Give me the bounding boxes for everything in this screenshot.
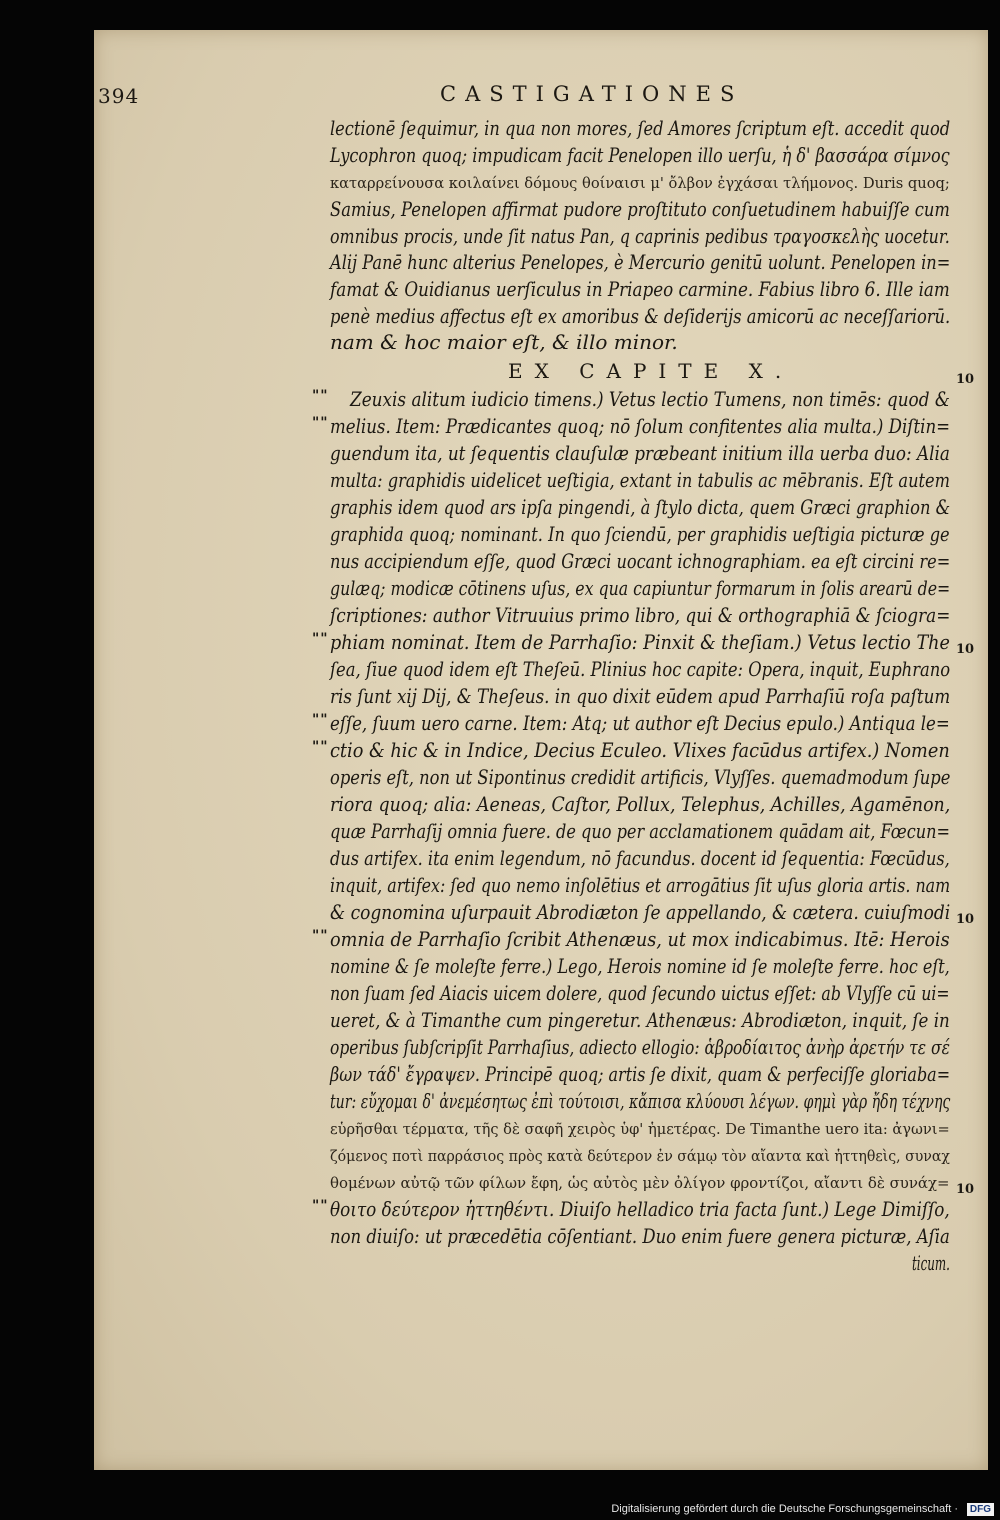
text-line: nus accipiendum eſſe, quod Græci uocant ichnographiam. ea eſt circini re= — [330, 549, 951, 573]
text-line: nam & hoc maior eſt, & illo minor. — [330, 330, 678, 354]
text-line: omnibus procis, unde ſit natus Pan, q caprinis pedibus τραγοσκελὴς uocetur. — [330, 224, 950, 248]
text-line: Zeuxis alitum iudicio timens.) Vetus lectio Tumens, non timēs: quod & — [350, 387, 950, 411]
dfg-logo: DFG — [967, 1503, 994, 1516]
text-line: riora quoq; alia: Aeneas, Caſtor, Pollux, Telephus, Achilles, Agamēnon, — [330, 792, 951, 816]
text-line: famat & Ouidianus uerſiculus in Priapeo carmine. Fabius libro 6. Ille iam — [330, 277, 950, 301]
margin-mark: "" — [312, 928, 329, 944]
text-line: phiam nominat. Item de Parrhaſio: Pinxit & theſiam.) Vetus lectio The — [330, 630, 950, 654]
text-line: καταρρείνουσα κοιλαίνει δόμους θοίναισι μ' ὄλβον ἐγχάσαι τλήμονος. Duris quoq; — [330, 174, 950, 192]
text-line: lectionē ſequimur, in qua non mores, ſed Amores ſcriptum eſt. accedit quod — [330, 116, 951, 140]
text-line: eſſe, ſuum uero carne. Item: Atq; ut author eſt Decius epulo.) Antiqua le= — [330, 711, 950, 735]
text-line: Samius, Penelopen affirmat pudore proſtituto conſuetudinem habuiſſe cum — [330, 197, 950, 221]
page-text — [94, 30, 988, 1470]
text-line: non diuiſo: ut præcedētia cōſentiant. Duo enim fuere genera picturæ, Aſia — [330, 1224, 950, 1248]
text-line: θοιτο δεύτερον ἡττηθέντι. Diuiſo helladico tria facta ſunt.) Lege Dimiſſo, — [330, 1197, 950, 1221]
text-line: tur: εὔχομαι δ' ἀνεμέσητως ἐπὶ τούτοισι, κἄπισα κλύουσι λέγων. φημὶ γὰρ ἤδη τέχνης — [330, 1089, 951, 1113]
text-line: Alij Panē hunc alterius Penelopes, è Mercurio genitū uolunt. Penelopen in= — [330, 250, 951, 274]
running-title: CASTIGATIONES — [440, 82, 744, 106]
text-line: Lycophron quoq; impudicam facit Penelopen illo uerſu, ἡ δ' βασσάρα σίμνος — [330, 143, 950, 167]
text-line: εὑρῆσθαι τέρματα, τῆς δὲ σαφῆ χειρὸς ὑφ' ἡμετέρας. De Timanthe uero ita: ἀγωνι= — [330, 1120, 950, 1138]
text-line: quæ Parrhaſij omnia fuere. de quo per acclamationem quādam ait, Fœcun= — [330, 819, 951, 843]
text-line: nomine & ſe moleſte ferre.) Lego, Herois nomine id ſe moleſte ferre. hoc eſt, — [330, 954, 950, 978]
text-line: ſea, ſiue quod idem eſt Theſeū. Plinius hoc capite: Opera, inquit, Euphrano — [330, 657, 951, 681]
credit-text: Digitalisierung gefördert durch die Deutsche Forschungsgemeinschaft · — [611, 1503, 958, 1515]
text-line: ſcriptiones: author Vitruuius primo libro, qui & orthographiā & ſciogra= — [330, 603, 951, 627]
text-line: ζόμενος ποτὶ παρράσιος πρὸς κατὰ δεύτερον ἐν σάμῳ τὸν αἴαντα καὶ ἡττηθεὶς, συναχ — [330, 1147, 950, 1165]
text-line: omnia de Parrhaſio ſcribit Athenæus, ut mox indicabimus. Itē: Herois — [330, 927, 950, 951]
text-line: operibus ſubſcripſit Parrhaſius, adiecto ellogio: ἁβροδίαιτος ἀνὴρ ἀρετήν τε σέ — [330, 1035, 950, 1059]
margin-line-number: 10 — [956, 1182, 975, 1197]
text-line: gulæq; modicæ cōtinens uſus, ex qua capiuntur formarum in ſolis arearū de= — [330, 576, 951, 600]
text-line: guendum ita, ut ſequentis clauſulæ præbeant initium illa uerba duo: Alia — [330, 441, 950, 465]
margin-line-number: 10 — [956, 642, 975, 657]
margin-mark: "" — [312, 388, 329, 404]
book-page — [94, 30, 988, 1470]
text-line: βων τάδ' ἔγραψεν. Principē quoq; artis ſe dixit, quam & perfeciſſe gloriaba= — [330, 1062, 951, 1086]
text-line: & cognomina uſurpauit Abrodiæton ſe appellando, & cætera. cuiuſmodi — [330, 900, 951, 924]
text-line: ticum. — [912, 1251, 950, 1275]
text-line: inquit, artifex: ſed quo nemo inſolētius et arrogātius ſit uſus gloria artis. nam — [330, 873, 951, 897]
text-line: ctio & hic & in Indice, Decius Eculeo. Vlixes facūdus artifex.) Nomen — [330, 738, 950, 762]
margin-mark: "" — [312, 739, 329, 755]
margin-line-number: 10 — [956, 912, 975, 927]
margin-mark: "" — [312, 631, 329, 647]
running-head — [94, 80, 988, 110]
folio-number: 394 — [98, 84, 140, 108]
text-line: ueret, & à Timanthe cum pingeretur. Athenæus: Abrodiæton, inquit, ſe in — [330, 1008, 950, 1032]
text-line: operis eſt, non ut Sipontinus credidit artificis, Vlyſſes. quemadmodum ſupe — [330, 765, 951, 789]
margin-mark: "" — [312, 1198, 329, 1214]
text-line: dus artifex. ita enim legendum, nō facundus. docent id ſequentia: Fœcūdus, — [330, 846, 950, 870]
text-line: multa: graphidis uidelicet ueſtigia, extant in tabulis ac mēbranis. Eſt autem — [330, 468, 950, 492]
text-line: θομένων αὐτῷ τῶν φίλων ἔφη, ὡς αὐτὸς μὲν ὀλίγον φροντίζοι, αἴαντι δὲ συνάχ= — [330, 1174, 950, 1192]
text-line: melius. Item: Prædicantes quoq; nō ſolum confitentes alia multa.) Diſtin= — [330, 414, 951, 438]
text-line: graphis idem quod ars ipſa pingendi, à ſtylo dicta, quem Græci graphion & — [330, 495, 951, 519]
text-line: non ſuam ſed Aiacis uicem dolere, quod ſecundo uictus eſſet: ab Vlyſſe cū ui= — [330, 981, 950, 1005]
text-line: graphida quoq; nominant. In quo ſciendū, per graphidis ueſtigia picturæ ge — [330, 522, 950, 546]
text-line: penè medius affectus eſt ex amoribus & deſiderijs amicorū ac neceſſariorū. — [330, 304, 951, 328]
margin-line-number: 10 — [956, 372, 975, 387]
digitization-credit-bar — [0, 1500, 1000, 1520]
margin-mark: "" — [312, 712, 329, 728]
margin-mark: "" — [312, 415, 329, 431]
text-line: ris ſunt xij Dij, & Theſeus. in quo dixit eūdem apud Parrhaſiū roſa paſtum — [330, 684, 951, 708]
section-heading: EX CAPITE X. — [508, 359, 794, 383]
